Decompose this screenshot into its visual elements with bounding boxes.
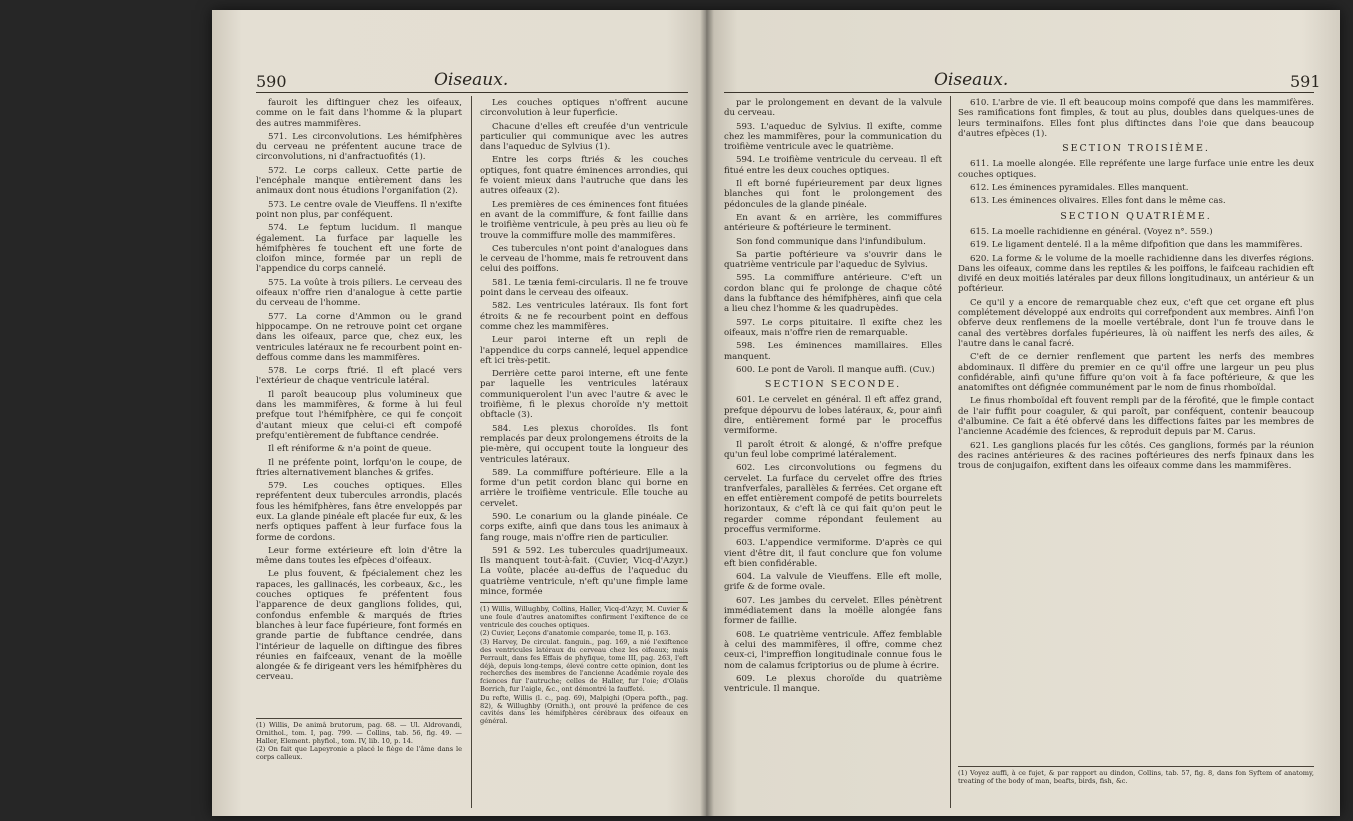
paragraph: 607. Les jambes du cervelet. Elles pénètrent immédiatement dans la moëlle alongée fans former de faillie. [724, 595, 942, 627]
paragraph: SECTION TROISIÈME. [1062, 143, 1210, 155]
footnote: Du refte, Willis (l. c., pag. 69), Malpighi (Opera pofth., pag. 82), & Willughby (Ornith.), ont prouvé la préfence de ces cavités dans les hémifphères cérébraux des oifeaux en général. [480, 693, 688, 726]
footnote: (3) Harvey, De circulat. fanguin., pag. 169, a nié l'exiftence des ventricules latéraux du cerveau chez les oifeaux; mais Perrault, dans fes Effais de phyfique, tome III, pag. 263, l'eft déjà, depuis long-temps, élevé contre cette opinion, dont les recherches des membres de l'ancienne Académie royale des fciences fur l'autruche; celles de Haller, fur l'oie; d'Olaüs Borrich, fur l'aigle, &c., ont démontré la fauffeté. [480, 638, 688, 693]
footnote: (1) Voyez auffi, à ce fujet, & par rapport au dindon, Collins, tab. 57, fig. 8, dans fon Syftem of anatomy, treating of the body of man, beafts, birds, fish, &c. [958, 769, 1314, 785]
paragraph: Ce qu'il y a encore de remarquable chez eux, c'eft que cet organe eft plus complétement développé aux endroits qui correfpondent aux membres. Ainfi l'on obferve deux renflemens de la moelle vertébrale, dont l'un fe trouve dans le canal des vertèbres dorfales fupérieures, là où naiffent les nerfs des ailes, & l'autre dans le canal facré. [958, 297, 1314, 349]
right-column-2 [958, 98, 1314, 475]
paragraph: Sa partie poftérieure va s'ouvrir dans le quatrième ventricule par l'aqueduc de Sylvius. [724, 249, 942, 271]
left-column-2 [480, 98, 688, 600]
paragraph: Leur forme extérieure eft loin d'être la même dans toutes les efpèces d'oifeaux. [256, 545, 462, 567]
left-column-1-footnotes [256, 722, 462, 763]
paragraph: SECTION SECONDE. [764, 379, 902, 391]
footnote: (2) On fait que Lapeyronie a placé le fiège de l'âme dans le corps calleux. [256, 745, 462, 762]
paragraph: 601. Le cervelet en général. Il eft affez grand, prefque dépourvu de lobes latéraux, &, pour ainfi dire, entièrement formé par le proceffus vermiforme. [724, 395, 942, 437]
paragraph: 609. Le plexus choroïde du quatrième ventricule. Il manque. [724, 673, 942, 695]
paragraph: 581. Le tænia femi-circularis. Il ne fe trouve point dans le cerveau des oifeaux. [480, 277, 688, 299]
paragraph: Les couches optiques n'offrent aucune circonvolution à leur fuperficie. [480, 98, 688, 119]
header-rule [256, 92, 688, 93]
paragraph: Derrière cette paroi interne, eft une fente par laquelle les ventricules latéraux communiquerolent l'un avec l'autre & avec le troifième, fi le plexus choroïde n'y mettoit obftacle (3). [480, 369, 688, 421]
column-divider [471, 96, 472, 808]
paragraph: 591 & 592. Les tubercules quadrijumeaux. Ils manquent tout-à-fait. (Cuvier, Vicq-d'Azyr.) La voûte, placée au-deffus de l'aqueduc du quatrième ventricule, n'eft qu'une fimple lame mince, formée [480, 545, 688, 598]
paragraph: Son fond communique dans l'infundibulum. [736, 236, 926, 247]
left-page [212, 10, 706, 816]
footnote-rule [480, 602, 688, 603]
paragraph: 602. Les circonvolutions ou fegmens du cervelet. La furface du cervelet offre des ftries tranfverfales, parallèles & ferrées. Cet organe eft en effet entièrement compofé de petits bourrelets horizontaux, & c'eft là ce qui fait qu'on peut le regarder comme répondant feulement au proceffus vermiforme. [724, 463, 942, 535]
paragraph: 620. La forme & le volume de la moelle rachidienne dans les diverfes régions. Dans les oifeaux, comme dans les reptiles & les poiffons, le faifceau rachidien eft divifé en deux moitiés latérales par deux fillons longitudinaux, un antérieur & un poftérieur. [958, 253, 1314, 295]
paragraph: 575. La voûte à trois piliers. Le cerveau des oifeaux n'offre rien d'analogue à cette partie du cerveau de l'homme. [256, 277, 462, 309]
paragraph: 595. La commiffure antérieure. C'eft un cordon blanc qui fe prolonge de chaque côté dans la fubftance des hémifphères, ainfi que cela a lieu chez l'homme & les quadrupèdes. [724, 273, 942, 315]
paragraph: par le prolongement en devant de la valvule du cerveau. [724, 98, 942, 119]
paragraph: 578. Le corps ftrié. Il eft placé vers l'extérieur de chaque ventricule latéral. [256, 366, 462, 387]
paragraph: 590. Le conarium ou la glande pinéale. Ce corps exifte, ainfi que dans tous les animaux à fang rouge, mais n'offre rien de particulier. [480, 511, 688, 543]
paragraph: C'eft de ce dernier renflement que partent les nerfs des membres abdominaux. Il diffère du premier en ce qu'il offre une largeur un peu plus confidérable, ainfi qu'une fiffure qu'on voit à fa face poftérieure, & que les anatomiftes ont défignée communément par le nom de finus rhomboïdal. [958, 352, 1314, 394]
footnote: (1) Willis, Willughby, Collins, Haller, Vicq-d'Azyr, M. Cuvier & une foule d'autres anatomiftes confirment l'exiftence de ce ventricule des couches optiques. [480, 605, 688, 629]
left-column-1 [256, 98, 462, 686]
paragraph: 613. Les éminences olivaires. Elles font dans le même cas. [970, 196, 1226, 207]
paragraph: Entre les corps ftriés & les couches optiques, font quatre éminences arrondies, qui fe voient mieux dans l'autruche que dans les autres oifeaux (2). [480, 155, 688, 197]
paragraph: Il paroît étroit & alongé, & n'offre prefque qu'un feul lobe comprimé latéralement. [724, 439, 942, 460]
left-column-2-footnotes [480, 606, 688, 727]
paragraph: Il ne préfente point, lorfqu'on le coupe, de ftries alternativement blanches & grifes. [256, 457, 462, 478]
paragraph: fauroit les diftinguer chez les oifeaux, comme on le fait dans l'homme & la plupart des autres mammifères. [256, 98, 462, 129]
footnote-rule [256, 718, 462, 719]
paragraph: 610. L'arbre de vie. Il eft beaucoup moins compofé que dans les mammifères. Ses ramifications font fimples, & tout au plus, doubles dans quelques-unes de leurs terminaifons. Elles font plus diftinctes dans l'oie que dans beaucoup d'autres efpèces (1). [958, 98, 1314, 139]
footnote-rule [958, 766, 1314, 767]
paragraph: 621. Les ganglions placés fur les côtés. Ces ganglions, formés par la réunion des racines antérieures & des racines poftérieures des nerfs fpinaux dans les trous de conjugaifon, exiftent dans les oifeaux comme dans les mammifères. [958, 440, 1314, 472]
paragraph: 604. La valvule de Vieuffens. Elle eft molle, grife & de forme ovale. [724, 572, 942, 593]
paragraph: 571. Les circonvolutions. Les hémifphères du cerveau ne préfentent aucune trace de circonvolutions, ni d'anfractuofités (1). [256, 131, 462, 163]
paragraph: Chacune d'elles eft creufée d'un ventricule particulier qui communique avec les autres dans l'aqueduc de Sylvius (1). [480, 121, 688, 153]
paragraph: 611. La moelle alongée. Elle repréfente une large furface unie entre les deux couches optiques. [958, 159, 1314, 180]
right-column-2-footnotes [958, 770, 1314, 787]
running-head: Oiseaux. [934, 70, 1009, 90]
running-head: Oiseaux. [434, 70, 509, 90]
paragraph: 577. La corne d'Ammon ou le grand hippocampe. On ne retrouve point cet organe dans les oifeaux, parce que, chez eux, les ventricules latéraux ne fe recourbent point en-deffous comme dans les mammifères. [256, 311, 462, 363]
page-number: 590 [256, 72, 287, 91]
footnote: (2) Cuvier, Leçons d'anatomie comparée, tome II, p. 163. [480, 629, 671, 638]
book-gutter [700, 10, 714, 816]
paragraph: 600. Le pont de Varoli. Il manque auffi. (Cuv.) [736, 364, 935, 375]
paragraph: 593. L'aqueduc de Sylvius. Il exifte, comme chez les mammifères, pour la communication du troifième ventricule avec le quatrième. [724, 121, 942, 153]
paragraph: 608. Le quatrième ventricule. Affez femblable à celui des mammifères, il offre, comme chez ceux-ci, l'impreffion longitudinale connue fous le nom de calamus fcriptorius ou de plume à écrire. [724, 629, 942, 671]
paragraph: 597. Le corps pituitaire. Il exifte chez les oifeaux, mais n'offre rien de remarquable. [724, 317, 942, 338]
paragraph: 598. Les éminences mamillaires. Elles manquent. [724, 341, 942, 362]
paragraph: Ces tubercules n'ont point d'analogues dans le cerveau de l'homme, mais fe retrouvent dans celui des poiffons. [480, 243, 688, 275]
paragraph: En avant & en arrière, les commiffures antérieure & poftérieure le terminent. [724, 212, 942, 234]
paragraph: 619. Le ligament dentelé. Il a la même difpofition que dans les mammifères. [970, 240, 1303, 251]
paragraph: 579. Les couches optiques. Elles repréfentent deux tubercules arrondis, placés fous les hémifphères, fans être enveloppés par eux. La glande pinéale eft placée fur eux, & les nerfs optiques paffent à leur furface fous la forme de cordons. [256, 481, 462, 543]
footnote: (1) Willis, De animâ brutorum, pag. 68. — Ul. Aldrovandi, Ornithol., tom. I, pag. 799. — Collins, tab. 56, fig. 49. — Haller, Element. phyfiol., tom. IV, lib. 10, p. 14. [256, 721, 462, 745]
paragraph: 573. Le centre ovale de Vieuffens. Il n'exifte point non plus, par conféquent. [256, 199, 462, 220]
column-divider [950, 96, 951, 808]
paragraph: 582. Les ventricules latéraux. Ils font fort étroits & ne fe recourbent point en deffous comme chez les mammifères. [480, 301, 688, 332]
paragraph: SECTION QUATRIÈME. [1060, 210, 1212, 222]
paragraph: 572. Le corps calleux. Cette partie de l'encéphale manque entièrement dans les animaux dont nous étudions l'organifation (2). [256, 165, 462, 197]
book-spread [212, 10, 1340, 816]
paragraph: 574. Le feptum lucidum. Il manque également. La furface par laquelle les hémifphères fe touchent eft une forte de cloifon mince, formée par un repli de l'appendice du corps cannelé. [256, 223, 462, 275]
right-column-1 [724, 98, 942, 697]
paragraph: Il paroît beaucoup plus volumineux que dans les mammifères, & forme à lui feul prefque tout l'hémifphère, ce qui fe conçoit d'autant mieux que celui-ci eft compofé prefqu'entièrement de fubftance cendrée. [256, 389, 462, 441]
paragraph: 615. La moelle rachidienne en général. (Voyez n°. 559.) [970, 226, 1213, 237]
header-rule [724, 92, 1314, 93]
paragraph: Les premières de ces éminences font fituées en avant de la commiffure, & font faillie dans le troifième ventricule, à peu près au lieu où fe trouve la commiffure molle des mammifères. [480, 199, 688, 241]
paragraph: 612. Les éminences pyramidales. Elles manquent. [970, 183, 1189, 194]
paragraph: Leur paroi interne eft un repli de l'appendice du corps cannelé, lequel appendice eft ici très-petit. [480, 335, 688, 366]
paragraph: 603. L'appendice vermiforme. D'après ce qui vient d'être dit, il faut conclure que fon volume eft bien confidérable. [724, 538, 942, 569]
paragraph: Il eft réniforme & n'a point de queue. [268, 444, 432, 455]
right-page [706, 10, 1340, 816]
paragraph: 589. La commiffure poftérieure. Elle a la forme d'un petit cordon blanc qui borne en arrière le troifième ventricule. Elle touche au cervelet. [480, 467, 688, 509]
paragraph: 594. Le troifième ventricule du cerveau. Il eft fitué entre les deux couches optiques. [724, 155, 942, 176]
paragraph: Il eft borné fupérieurement par deux lignes blanches qui font le prolongement des pédoncules de la glande pinéale. [724, 179, 942, 210]
paragraph: 584. Les plexus choroïdes. Ils font remplacés par deux prolongemens étroits de la pie-mère, qui occupent toute la longueur des ventricules latéraux. [480, 423, 688, 465]
page-number: 591 [1290, 72, 1321, 91]
paragraph: Le finus rhomboïdal eft fouvent rempli par de la férofité, que le fimple contact de l'air fuffit pour coaguler, & qui paroît, par conféquent, contenir beaucoup d'albumine. Ce fait a été obfervé dans les diffections faites par les membres de l'ancienne Académie des fciences, & reproduit depuis par M. Carus. [958, 396, 1314, 438]
paragraph: Le plus fouvent, & fpécialement chez les rapaces, les gallinacés, les corbeaux, &c., les couches optiques fe préfentent fous l'apparence de deux ganglions folides, qui, confondus enfemble & marqués de ftries blanches à leur face fupérieure, font formés en grande partie de fubftance cendrée, dans l'intérieur de laquelle on diftingue des fibres réunies en faifceaux, venant de la moëlle alongée & fe dirigeant vers les hémifphères du cerveau. [256, 569, 462, 683]
